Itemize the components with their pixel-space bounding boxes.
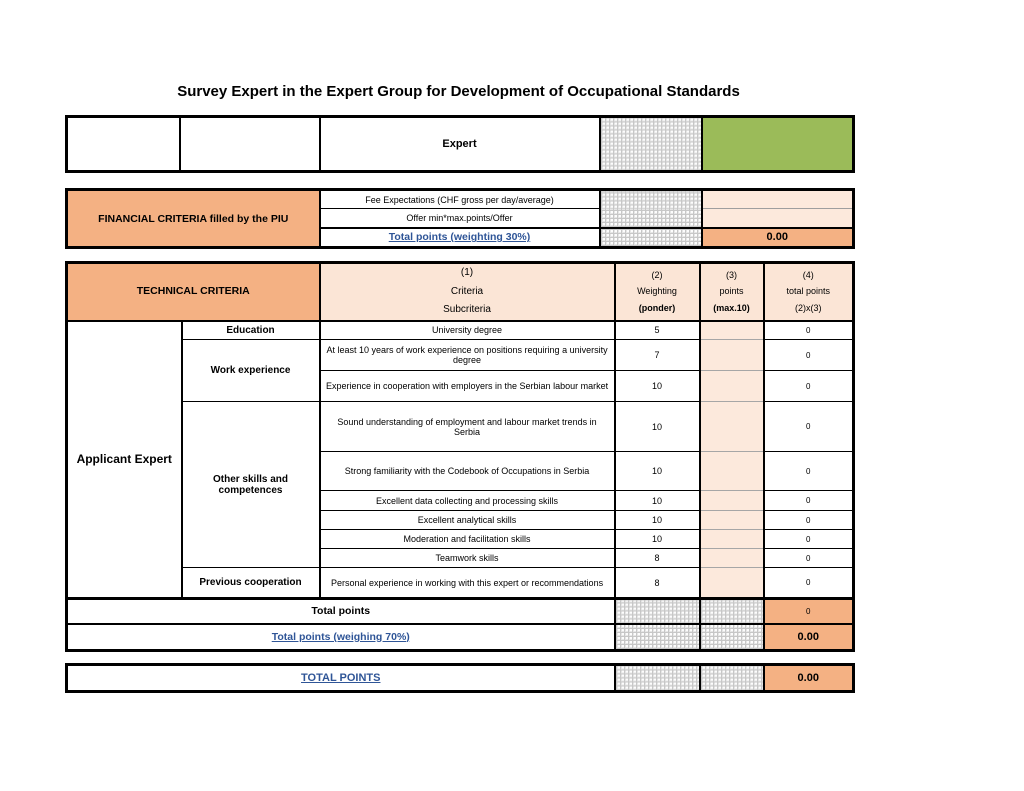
weighting-cell: 10 [615, 530, 700, 549]
subcriteria-cell: University degree [320, 321, 615, 340]
points-input-cell[interactable] [700, 340, 764, 371]
financial-section-label-cell: FINANCIAL CRITERIA filled by the PIU [67, 190, 320, 248]
weighting-header-cell [615, 263, 700, 321]
points-input-cell[interactable] [700, 568, 764, 599]
weighting-cell: 10 [615, 402, 700, 452]
subcriteria-cell: Excellent data collecting and processing skills [320, 491, 615, 511]
grand-total-link[interactable]: TOTAL POINTS [67, 665, 615, 692]
row-total-cell: 0 [764, 549, 854, 568]
points-input-cell[interactable] [700, 371, 764, 402]
row-total-cell: 0 [764, 452, 854, 491]
masked-cell-top [600, 117, 702, 172]
expert-header-cell: Expert [320, 117, 600, 172]
grand-masked-cell-2 [700, 665, 764, 692]
technical-criteria-table [65, 261, 855, 652]
group-education-cell: Education [182, 321, 320, 340]
weighting-cell: 7 [615, 340, 700, 371]
weighting-cell: 10 [615, 511, 700, 530]
row-total-cell: 0 [764, 321, 854, 340]
weighting-cell: 8 [615, 568, 700, 599]
fee-expectations-label-cell: Fee Expectations (CHF gross per day/average) [320, 190, 600, 209]
points-header-num: (3) [726, 269, 738, 280]
financial-total-value-cell: 0.00 [702, 228, 854, 248]
total-header-line2: (2)x(3) [795, 303, 822, 314]
group-work-experience-cell: Work experience [182, 340, 320, 402]
page-title: Survey Expert in the Expert Group for Development of Occupational Standards [177, 83, 740, 100]
subcriteria-cell: Moderation and facilitation skills [320, 530, 615, 549]
technical-masked-cell-1 [615, 599, 700, 624]
weighting-cell: 10 [615, 371, 700, 402]
subcriteria-cell: Teamwork skills [320, 549, 615, 568]
offer-value-input-cell[interactable] [702, 209, 854, 228]
grand-total-value-cell: 0.00 [764, 665, 854, 692]
applicant-expert-cell: Applicant Expert [67, 321, 182, 599]
weighting-header-line2: (ponder) [638, 303, 676, 314]
points-input-cell[interactable] [700, 491, 764, 511]
row-total-cell: 0 [764, 491, 854, 511]
criteria-header-line1: Criteria [450, 285, 484, 297]
fee-value-input-cell[interactable] [702, 190, 854, 209]
subcriteria-cell: Experience in cooperation with employers in the Serbian labour market [320, 371, 615, 402]
total-header-num: (4) [802, 269, 814, 280]
points-input-cell[interactable] [700, 530, 764, 549]
points-header-line1: points [719, 286, 744, 297]
weighting-cell: 10 [615, 491, 700, 511]
expert-name-input-cell[interactable] [702, 117, 854, 172]
subcriteria-cell: At least 10 years of work experience on positions requiring a university degree [320, 340, 615, 371]
subcriteria-cell: Strong familiarity with the Codebook of Occupations in Serbia [320, 452, 615, 491]
subcriteria-cell: Personal experience in working with this expert or recommendations [320, 568, 615, 599]
total-header-cell [764, 263, 854, 321]
blank-cell-1 [67, 117, 180, 172]
technical-section-label-cell: TECHNICAL CRITERIA [67, 263, 320, 321]
financial-masked-cell-3 [600, 228, 702, 248]
technical-masked-cell-2 [700, 599, 764, 624]
weighting-cell: 5 [615, 321, 700, 340]
row-total-cell: 0 [764, 568, 854, 599]
header-table [65, 115, 855, 173]
grand-total-table [65, 663, 855, 693]
technical-masked-cell-3 [615, 624, 700, 651]
points-input-cell[interactable] [700, 321, 764, 340]
financial-masked-cell-2 [600, 209, 702, 228]
row-total-cell: 0 [764, 340, 854, 371]
weighting-cell: 8 [615, 549, 700, 568]
points-input-cell[interactable] [700, 452, 764, 491]
technical-masked-cell-4 [700, 624, 764, 651]
group-other-skills-cell: Other skills and competences [182, 402, 320, 568]
offer-formula-label-cell: Offer min*max.points/Offer [320, 209, 600, 228]
blank-cell-2 [180, 117, 320, 172]
points-input-cell[interactable] [700, 511, 764, 530]
weighting-header-num: (2) [651, 269, 663, 280]
total-points-value-cell: 0 [764, 599, 854, 624]
weighting-cell: 10 [615, 452, 700, 491]
criteria-header-num: (1) [460, 267, 474, 278]
total-header-line1: total points [786, 286, 831, 297]
row-total-cell: 0 [764, 530, 854, 549]
points-header-line2: (max.10) [713, 303, 750, 314]
row-total-cell: 0 [764, 511, 854, 530]
weighted-total-value-cell: 0.00 [764, 624, 854, 651]
total-points-label-cell: Total points [67, 599, 615, 624]
financial-criteria-table [65, 188, 855, 249]
points-input-cell[interactable] [700, 549, 764, 568]
criteria-header-cell [320, 263, 615, 321]
financial-total-link[interactable]: Total points (weighting 30%) [320, 228, 600, 248]
weighting-header-line1: Weighting [637, 286, 677, 297]
financial-masked-cell-1 [600, 190, 702, 209]
grand-masked-cell-1 [615, 665, 700, 692]
row-total-cell: 0 [764, 371, 854, 402]
subcriteria-cell: Excellent analytical skills [320, 511, 615, 530]
weighted-total-link[interactable]: Total points (weighing 70%) [67, 624, 615, 651]
points-input-cell[interactable] [700, 402, 764, 452]
criteria-header-line2: Subcriteria [443, 304, 491, 315]
subcriteria-cell: Sound understanding of employment and labour market trends in Serbia [320, 402, 615, 452]
points-header-cell [700, 263, 764, 321]
row-total-cell: 0 [764, 402, 854, 452]
group-previous-cooperation-cell: Previous cooperation [182, 568, 320, 599]
